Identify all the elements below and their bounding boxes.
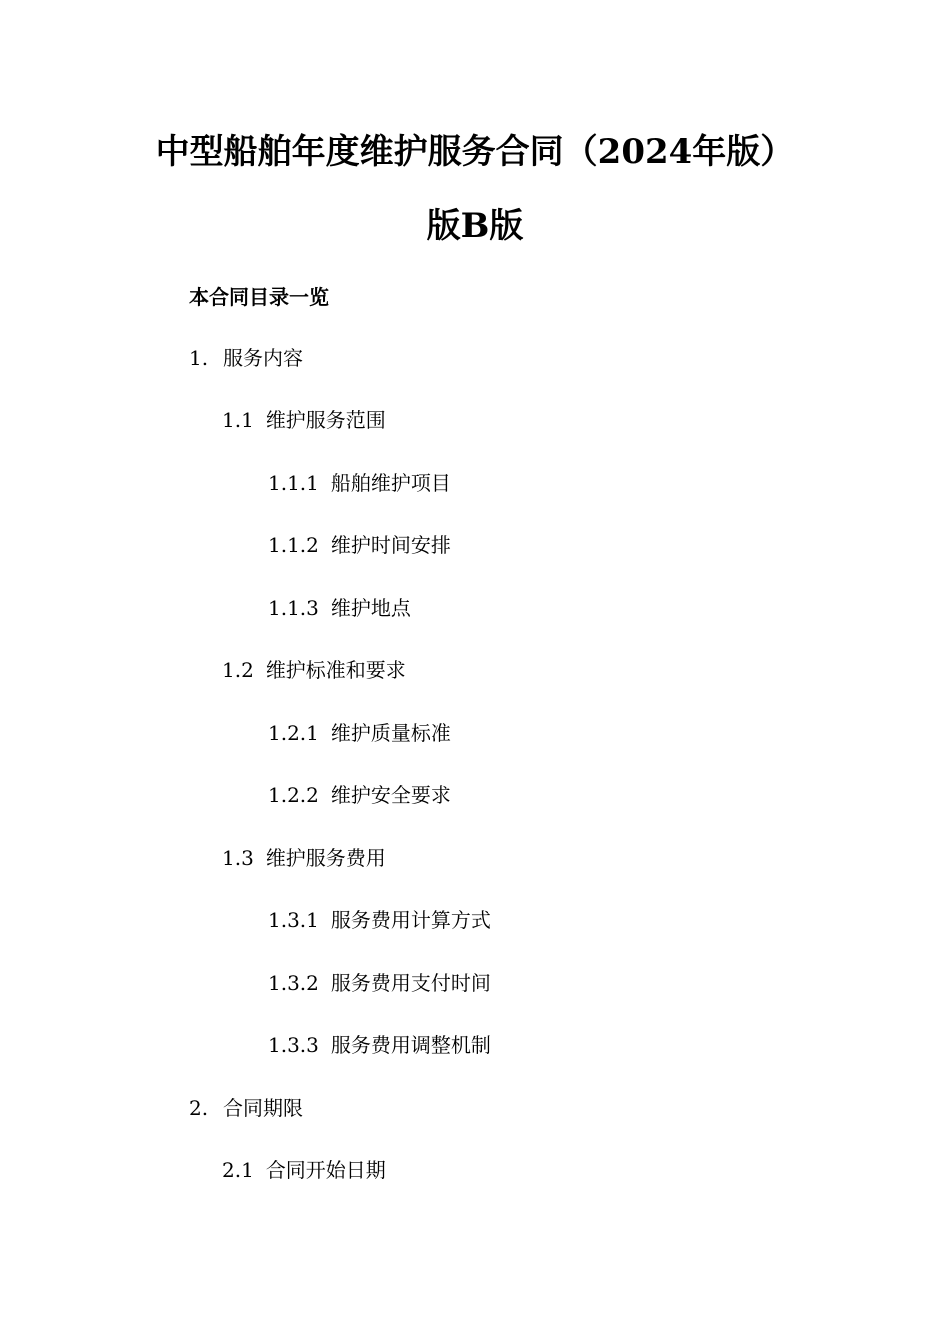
toc-item [268,969,491,997]
toc-item-text: 服务费用支付时间 [330,971,491,995]
toc-item [222,844,386,872]
toc-heading: 本合同目录一览 [189,285,329,309]
toc-item [268,719,451,747]
toc-item [268,469,451,497]
toc-item [222,1156,386,1184]
document-title: 中型船舶年度维护服务合同（2024年版） [155,132,795,172]
toc-item-number: 1.3 [222,846,254,870]
toc-item-text: 维护服务范围 [265,408,386,432]
toc-item-text: 船舶维护项目 [330,471,451,495]
toc-item-text: 维护服务费用 [265,846,386,870]
toc-item-text: 维护标准和要求 [265,658,406,682]
toc-item-number: 1.1 [222,408,254,432]
toc-item-text: 服务内容 [223,346,303,370]
toc-item [189,344,303,372]
toc-item-number: 1.2 [222,658,254,682]
toc-item-number: 1.1.3 [268,596,319,620]
toc-item-number: 1.2.2 [268,783,319,807]
toc-item-number: 2. [189,1096,209,1120]
toc-item [268,1031,491,1059]
toc-item-text: 合同期限 [223,1096,303,1120]
toc-item [222,656,406,684]
toc-item-number: 1.3.1 [268,908,319,932]
toc-item [268,531,451,559]
toc-item-number: 1.2.1 [268,721,319,745]
toc-item-number: 1.1.2 [268,533,319,557]
document-subtitle: 版B版 [426,206,524,246]
toc-item-number: 1.1.1 [268,471,319,495]
toc-item-number: 1.3.2 [268,971,319,995]
toc-item-number: 1. [189,346,209,370]
toc-item-text: 维护时间安排 [330,533,451,557]
toc-item [268,594,411,622]
toc-item-number: 1.3.3 [268,1033,319,1057]
toc-item-text: 合同开始日期 [265,1158,386,1182]
toc-item-text: 服务费用调整机制 [330,1033,491,1057]
toc-item-number: 2.1 [222,1158,254,1182]
toc-item-text: 维护地点 [330,596,411,620]
toc-item [268,781,451,809]
toc-item [189,1094,303,1122]
toc-item-text: 服务费用计算方式 [330,908,491,932]
toc-item-text: 维护质量标准 [330,721,451,745]
toc-item [222,406,386,434]
toc-item [268,906,491,934]
toc-item-text: 维护安全要求 [330,783,451,807]
